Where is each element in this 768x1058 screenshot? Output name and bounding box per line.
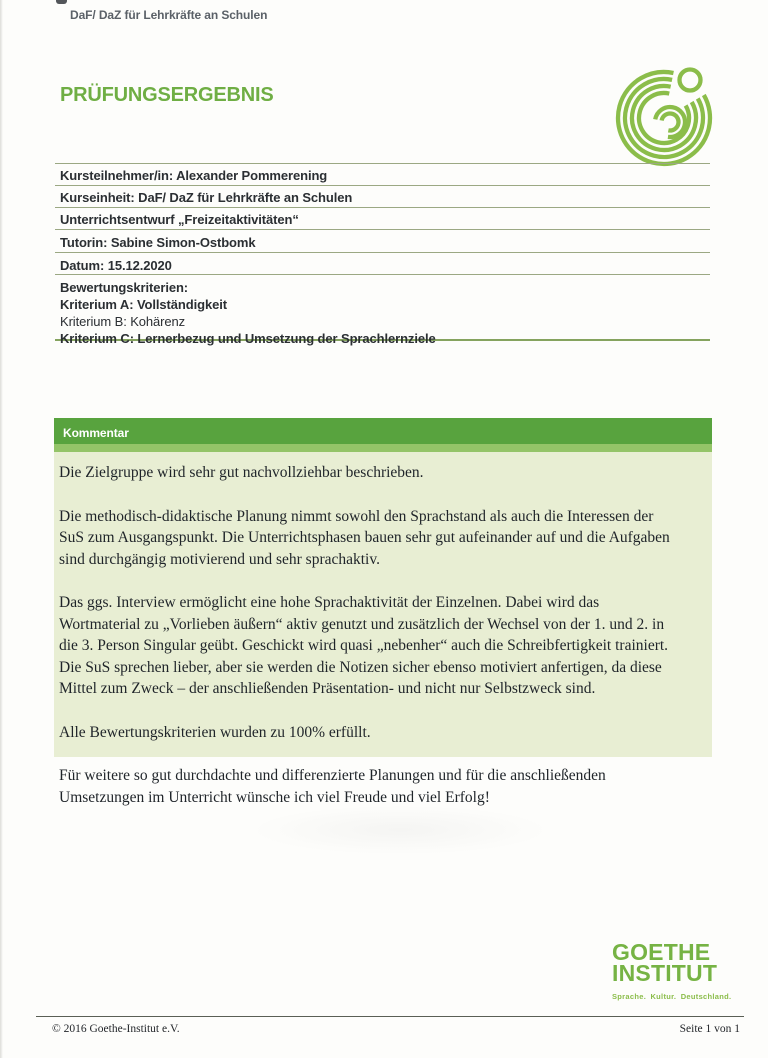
comment-header-stripe — [54, 444, 712, 452]
comment-paragraph: Die Zielgruppe wird sehr gut nachvollziehbar beschrieben. — [59, 464, 424, 481]
goethe-logo-icon — [596, 56, 722, 170]
detail-row-lesson-plan: Unterrichtsentwurf „Freizeitaktivitäten“ — [60, 212, 299, 227]
page-title: PRÜFUNGSERGEBNIS — [60, 84, 274, 106]
footer-copyright: © 2016 Goethe-Institut e.V. — [52, 1023, 180, 1035]
footer-divider — [36, 1016, 744, 1017]
scan-edge-shade — [0, 0, 3, 1058]
detail-row-date: Datum: 15.12.2020 — [60, 258, 172, 273]
row-divider — [55, 252, 710, 253]
detail-row-course-unit: Kurseinheit: DaF/ DaZ für Lehrkräfte an Schulen — [60, 190, 353, 205]
course-label: DaF/ DaZ für Lehrkräfte an Schulen — [70, 8, 268, 22]
brand-tagline: Sprache. Kultur. Deutschland. — [612, 992, 732, 1001]
detail-row-tutor: Tutorin: Sabine Simon-Ostbomk — [60, 235, 256, 250]
comment-paragraph: Für weitere so gut durchdachte und differenzierte Planungen und für die anschließenden Umsetzungen im Unterricht wünsche ich viel Freude und viel Erfolg! — [59, 767, 606, 806]
brand-name-line1: GOETHE — [612, 939, 711, 965]
comment-paragraph: Das ggs. Interview ermöglicht eine hohe Sprachaktivität der Einzelnen. Dabei wird das Wortmaterial zu „Vorlieben äußern“ aktiv genutzt und zusätzlich der Wechsel von der 1. und 2. in die 3. Person Singular geübt. Geschickt wird quasi „nebenher“ auch die Schreibfertigkeit trainiert. Die SuS sprechen lieber, aber sie werden die Notizen sicher ebenso motiviert anfertigen, da diese Mittel zum Zweck – der anschließenden Präsentation- und nicht nur Selbstzweck sind. — [59, 594, 669, 697]
detail-row-participant: Kursteilnehmer/in: Alexander Pommerening — [60, 168, 328, 183]
brand-wordmark — [612, 939, 732, 1001]
criterion-c: Kriterium C: Lernerbezug und Umsetzung der Sprachlernziele — [60, 331, 436, 346]
brand-name-line2: INSTITUT — [612, 960, 718, 986]
comment-section-title: Kommentar — [63, 426, 129, 440]
row-divider — [55, 163, 710, 164]
comment-box — [54, 452, 712, 806]
row-divider — [55, 274, 710, 275]
criterion-b: Kriterium B: Kohärenz — [60, 314, 186, 329]
row-divider — [55, 229, 710, 230]
comment-paragraph: Die methodisch-didaktische Planung nimmt sowohl den Sprachstand als auch die Interessen der SuS zum Ausgangspunkt. Die Unterrichtsphasen bauen sehr gut aufeinander auf und die Aufgaben sind durchgängig motivierend und sehr sprachaktiv. — [59, 507, 670, 568]
row-divider — [55, 207, 710, 208]
comment-paragraph: Alle Bewertungskriterien wurden zu 100% erfüllt. — [59, 723, 371, 741]
criterion-a: Kriterium A: Vollständigkeit — [60, 297, 227, 312]
row-divider — [55, 185, 710, 186]
scan-smudge — [250, 805, 550, 855]
comment-section-header — [54, 418, 712, 444]
criteria-heading: Bewertungskriterien: — [60, 280, 189, 295]
scan-artifact-mark — [56, 0, 67, 4]
footer-page-number: Seite 1 von 1 — [679, 1023, 740, 1035]
